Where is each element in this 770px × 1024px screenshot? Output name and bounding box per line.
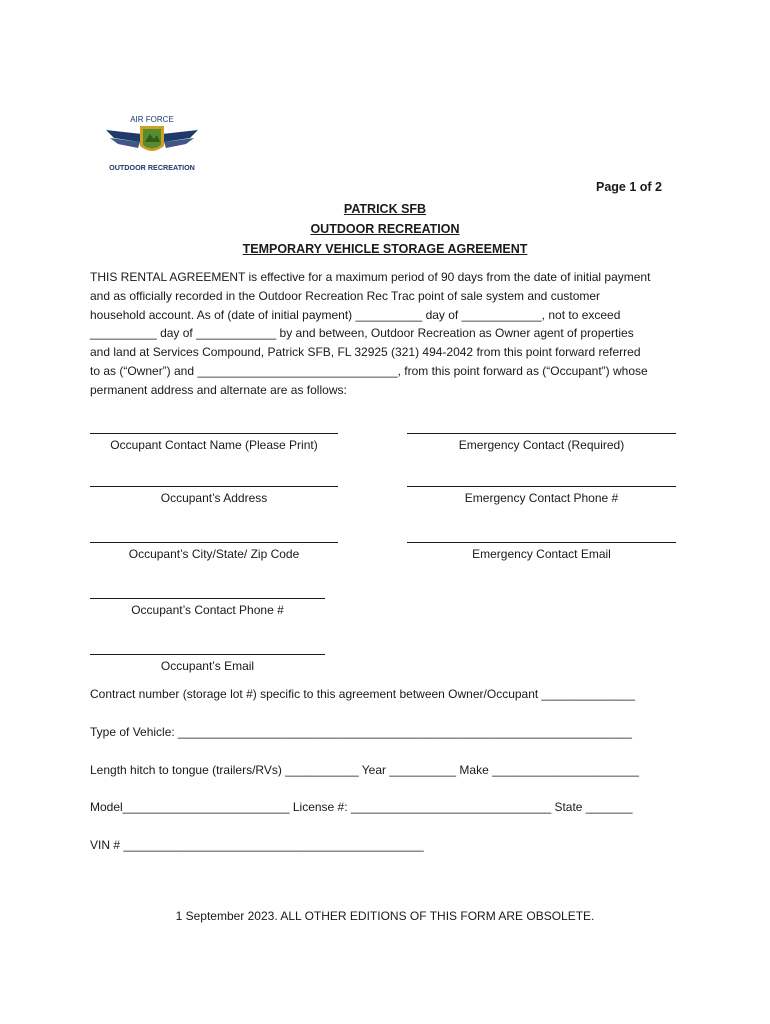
- document-titles: [90, 199, 680, 259]
- length-year-make-line[interactable]: Length hitch to tongue (trailers/RVs) ___________ Year __________ Make ______________________: [90, 763, 639, 777]
- emergency-email-label: Emergency Contact Email: [472, 547, 611, 561]
- occupant-city-field[interactable]: [90, 542, 338, 561]
- occupant-name-label: Occupant Contact Name (Please Print): [110, 438, 318, 452]
- title-agreement: TEMPORARY VEHICLE STORAGE AGREEMENT: [242, 242, 528, 256]
- edition-footer: 1 September 2023. ALL OTHER EDITIONS OF THIS FORM ARE OBSOLETE.: [175, 909, 595, 923]
- emergency-email-field[interactable]: [407, 542, 676, 561]
- intro-line: and as officially recorded in the Outdoor Recreation Rec Trac point of sale system and customer: [90, 288, 601, 303]
- title-department: OUTDOOR RECREATION: [310, 222, 460, 236]
- vin-line[interactable]: VIN # _____________________________________________: [90, 838, 424, 852]
- intro-line: __________ day of ____________ by and between, Outdoor Recreation as Owner agent of properties: [90, 326, 634, 341]
- intro-line: permanent address and alternate are as follows:: [90, 382, 347, 397]
- occupant-address-label: Occupant’s Address: [160, 491, 268, 505]
- occupant-city-label: Occupant’s City/State/ Zip Code: [128, 547, 300, 561]
- occupant-name-field[interactable]: [90, 433, 338, 452]
- intro-line: THIS RENTAL AGREEMENT is effective for a maximum period of 90 days from the date of initial payment: [90, 270, 651, 284]
- title-base: PATRICK SFB: [343, 202, 427, 216]
- intro-line: to as (“Owner”) and ______________________________, from this point forward as (“Occupant”) whose: [90, 363, 648, 378]
- occupant-address-field[interactable]: [90, 486, 338, 505]
- logo-bottom-text: OUTDOOR RECREATION: [109, 163, 195, 172]
- page-number: Page 1 of 2: [596, 180, 662, 194]
- model-license-state-line[interactable]: Model_________________________ License #: ______________________________ State _______: [90, 800, 633, 814]
- air-force-outdoor-recreation-logo: [100, 112, 204, 174]
- emergency-contact-field[interactable]: [407, 433, 676, 452]
- intro-line: household account. As of (date of initial payment) __________ day of ____________, not to exceed: [90, 307, 621, 322]
- contract-number-line[interactable]: Contract number (storage lot #) specific to this agreement between Owner/Occupant ______________: [90, 687, 635, 701]
- logo-top-text: AIR FORCE: [130, 115, 174, 124]
- intro-line: and land at Services Compound, Patrick SFB, FL 32925 (321) 494-2042 from this point forward referred: [90, 345, 641, 360]
- occupant-phone-field[interactable]: [90, 598, 325, 617]
- emergency-phone-field[interactable]: [407, 486, 676, 505]
- agreement-intro-paragraph: [90, 268, 680, 400]
- occupant-phone-label: Occupant’s Contact Phone #: [131, 603, 284, 617]
- occupant-email-field[interactable]: [90, 654, 325, 673]
- occupant-email-label: Occupant’s Email: [160, 659, 255, 673]
- emergency-phone-label: Emergency Contact Phone #: [464, 491, 619, 505]
- emergency-contact-label: Emergency Contact (Required): [458, 438, 625, 452]
- vehicle-type-line[interactable]: Type of Vehicle: ____________________________________________________________________: [90, 725, 632, 739]
